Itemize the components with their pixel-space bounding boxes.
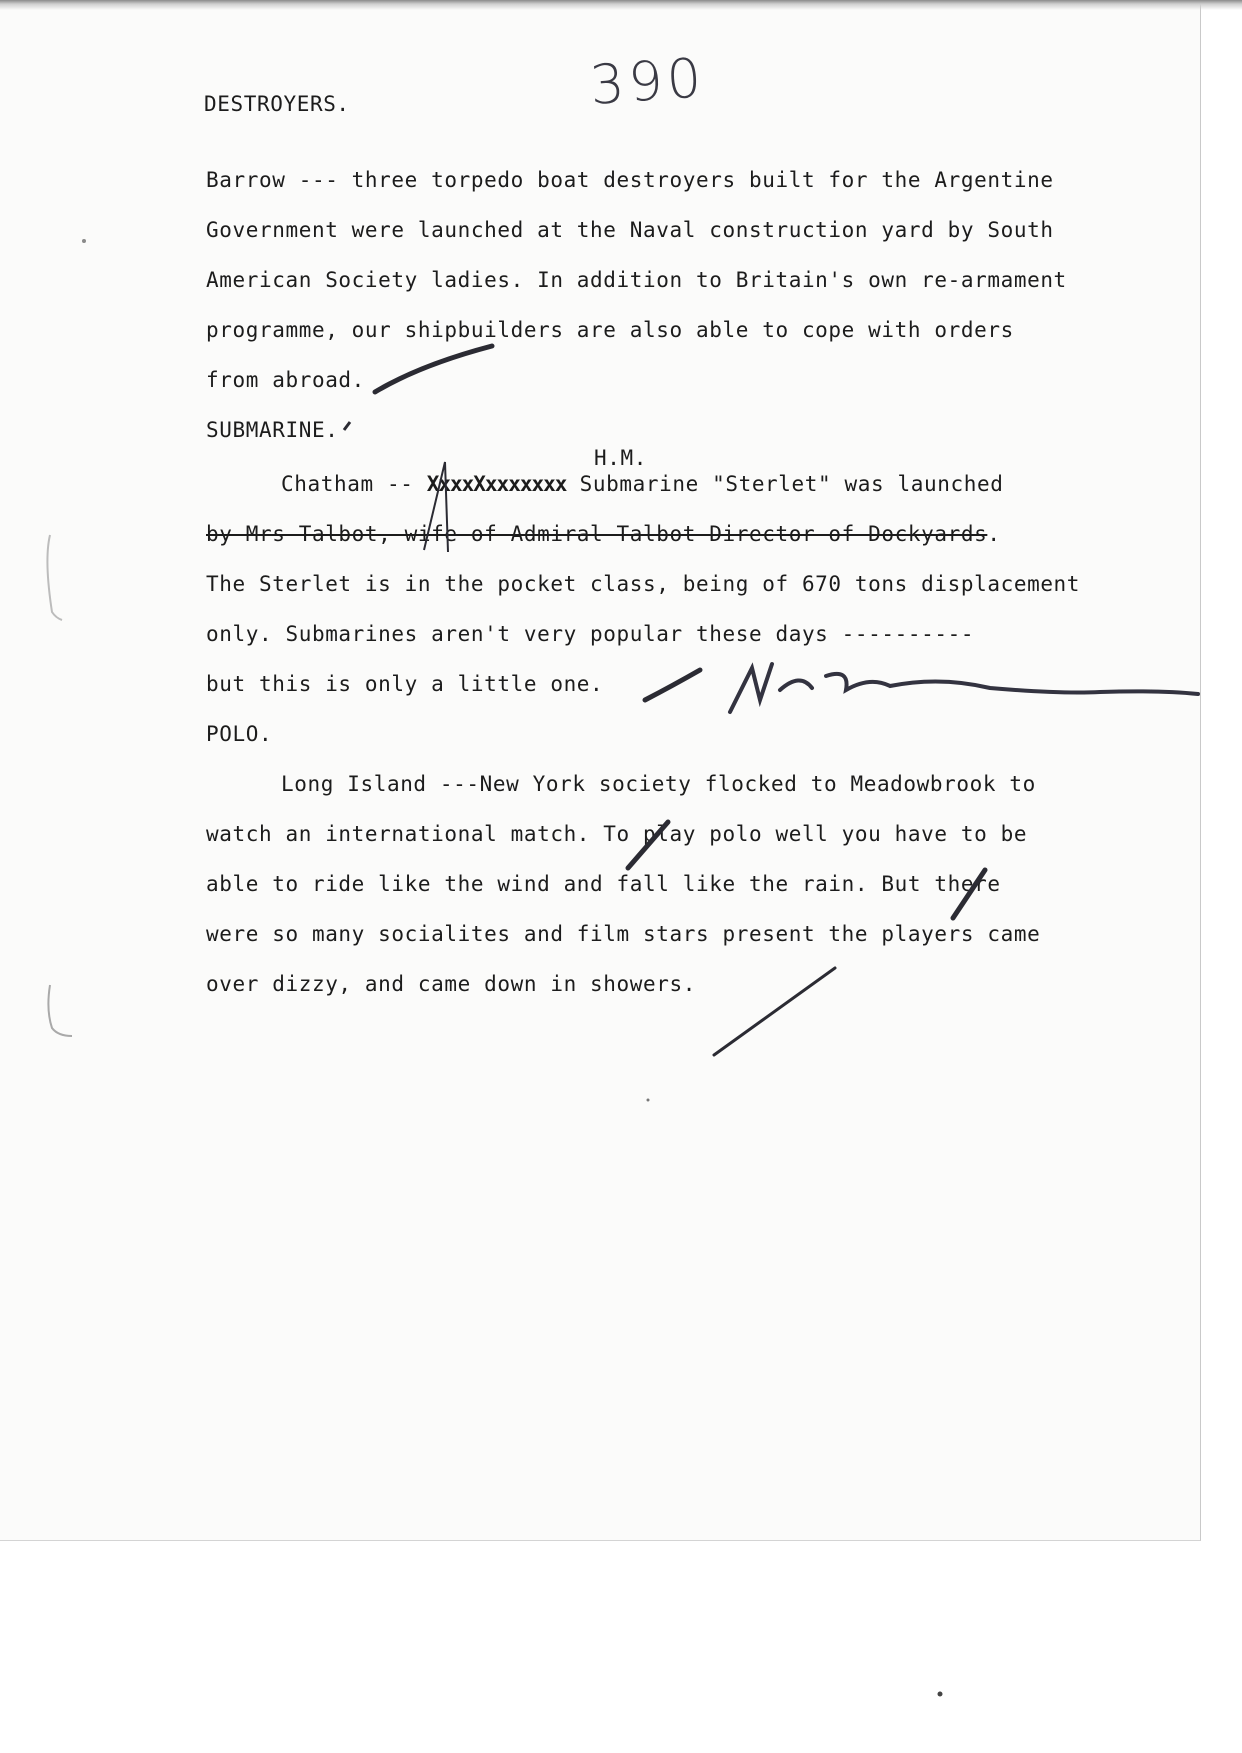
speck [938,1692,943,1697]
para1-line1: Barrow --- three torpedo boat destroyers built for the Argentine [206,168,1054,192]
para3-line3: able to ride like the wind and fall like the rain. But there [206,872,1001,896]
para2-struck-word: XxxxXxxxxxxx [426,472,567,496]
para2-line2 [206,522,1001,546]
para2-line1-start: Chatham -- [281,472,414,496]
para2-line2-end: . [987,522,1001,546]
para3-line5: over dizzy, and came down in showers. [206,972,696,996]
para2-struck-phrase: by Mrs Talbot, wife of Admiral Talbot Director of Dockyards [206,522,988,546]
para3-line4: were so many socialites and film stars present the players came [206,922,1041,946]
page-top-edge [0,0,1242,10]
para3-line2: watch an international match. To play polo well you have to be [206,822,1028,846]
para2-line1-end: Submarine "Sterlet" was launched [579,472,1004,496]
para2-line5: but this is only a little one. [206,672,604,696]
insertion-hm: H.M. [594,446,647,470]
handwritten-page-number: 390 [587,46,708,117]
para2-line4: only. Submarines aren't very popular these days ---------- [206,622,975,646]
para3-line1: Long Island ---New York society flocked to Meadowbrook to [281,772,1036,796]
para1-line5: from abroad. [206,368,365,392]
para1-line4: programme, our shipbuilders are also able to cope with orders [206,318,1014,342]
heading-submarine: SUBMARINE. [206,418,339,442]
heading-polo: POLO. [206,722,273,746]
para2-line1 [281,472,1003,496]
para1-line2: Government were launched at the Naval construction yard by South [206,218,1054,242]
para2-line3: The Sterlet is in the pocket class, being of 670 tons displacement [206,572,1081,596]
heading-destroyers: DESTROYERS. [204,92,350,116]
para1-line3: American Society ladies. In addition to Britain's own re-armament [206,268,1067,292]
